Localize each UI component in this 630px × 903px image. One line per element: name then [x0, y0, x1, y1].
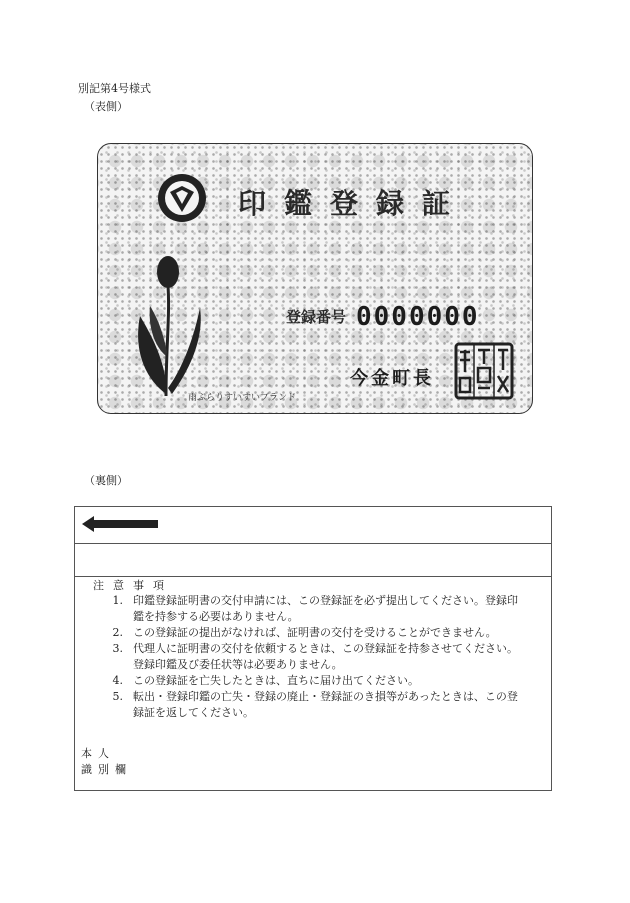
identification-label-line2: 識別欄 [81, 763, 132, 776]
magnetic-stripe-row [75, 507, 551, 544]
registration-number-label: 登録番号 [286, 308, 347, 326]
tulip-icon [132, 256, 210, 396]
official-seal-icon [454, 342, 514, 400]
card-back-side [74, 506, 552, 791]
card-title: 印鑑登録証 [238, 187, 469, 220]
identification-label-line1: 本人 [81, 747, 115, 760]
note-line: 登録印鑑及び委任状等は必要ありません。 [133, 658, 343, 671]
notes-header: 注意事項 [93, 579, 173, 592]
note-line: 代理人に証明書の交付を依頼するときは、この登録証を持参させてください。 [133, 642, 518, 655]
note-item [133, 641, 545, 673]
card-slogan: 雨ぶらりすいすいブランド [188, 393, 297, 403]
note-number: 3. [112, 642, 123, 655]
issuer-name: 今金町長 [350, 368, 434, 389]
town-emblem-icon [156, 172, 208, 224]
left-arrow-icon [82, 516, 162, 532]
note-line: この登録証の提出がなければ、証明書の交付を受けることができません。 [133, 626, 497, 639]
note-line: 録証を返してください。 [133, 706, 254, 719]
note-number: 5. [112, 690, 123, 703]
blank-row [75, 543, 551, 577]
back-side-label: （裏側） [84, 474, 128, 487]
seal-registration-card-front [97, 143, 533, 414]
note-line: この登録証を亡失したときは、直ちに届け出てください。 [133, 674, 419, 687]
form-title: 別記第4号様式 [78, 82, 151, 95]
note-item [133, 593, 545, 625]
note-item [133, 673, 545, 689]
registration-number: 0000000 [356, 302, 480, 332]
note-number: 4. [112, 674, 123, 687]
front-side-label: （表側） [84, 100, 128, 113]
note-number: 1. [112, 594, 123, 607]
note-line: 印鑑登録証明書の交付申請には、この登録証を必ず提出してください。登録印 [133, 594, 518, 607]
note-line: 転出・登録印鑑の亡失・登録の廃止・登録証のき損等があったときは、この登 [133, 690, 518, 703]
note-item [133, 689, 545, 721]
note-number: 2. [112, 626, 123, 639]
note-line: 鑑を持参する必要はありません。 [133, 610, 299, 623]
note-item [133, 625, 545, 641]
